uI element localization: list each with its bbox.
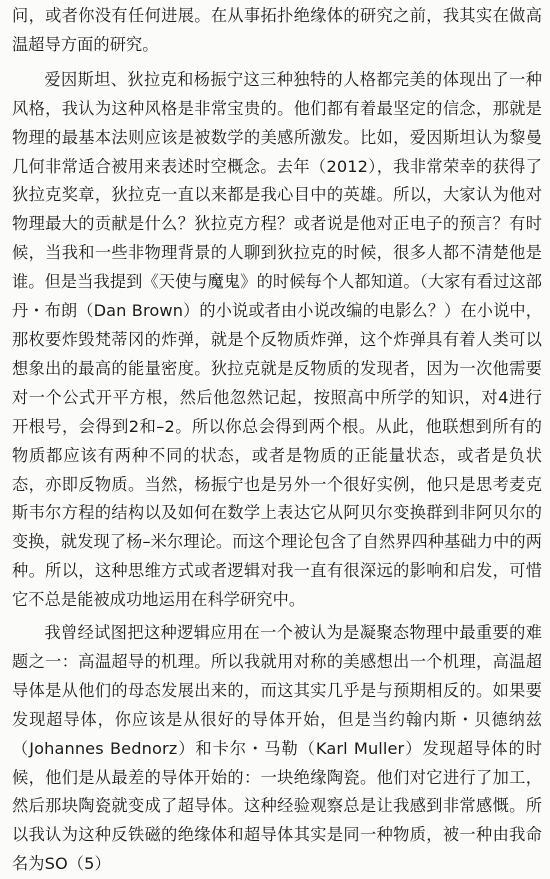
paragraph-superconductivity: 我曾经试图把这种逻辑应用在一个被认为是凝聚态物理中最重要的难题之一：高温超导的机理。所以我就用对称的美感想出一个机理，高温超导体是从他们的母态发展出来的，而这其实几乎是与预期相反的。如果要发现超导体，你应该是从很好的导体开始，但是当约翰内斯・贝德纳兹（Johannes Bednorz）和卡尔・马勒（Karl Muller）发现超导体的时候，他们是从最差的导体开始的：一块绝缘陶瓷。他们对它进行了加工，然后那块陶瓷就变成了超导体。这种经验观察总是让我感到非常感慨。所以我认为这种反铁磁的绝缘体和超导体其实是同一种物质，被一种由我命名为SO（5） [12, 623, 542, 874]
paragraph-physics-style: 爱因斯坦、狄拉克和杨振宁这三种独特的人格都完美的体现出了一种风格，我认为这种风格是非常宝贵的。他们都有着最坚定的信念，那就是物理的最基本法则应该是被数学的美感所激发。比如，爱因斯坦认为黎曼几何非常适合被用来表述时空概念。去年（2012），我非常荣幸的获得了狄拉克奖章，狄拉克一直以来都是我心目中的英雄。所以，大家认为他对物理最大的贡献是什么？狄拉克方程？或者说是他对正电子的预言？有时候，当我和一些非物理背景的人聊到狄拉克的时候，很多人都不清楚他是谁。但是当我提到《天使与魔鬼》的时候每个人都知道。（大家有看过这部丹・布朗（Dan Brown）的小说或者由小说改编的电影么？）在小说中，那枚要炸毁梵蒂冈的炸弹，就是个反物质炸弹，这个炸弹具有着人类可以想象出的最高的能量密度。狄拉克就是反物质的发现者，因为一次他需要对一个公式开平方根，然后他忽然记起，按照高中所学的知识，对4进行开根号，会得到2和–2。所以你总会得到两个根。从此，他联想到所有的物质都应该有两种不同的状态，或者是物质的正能量状态，或者是负状态，亦即反物质。当然，杨振宁也是另外一个很好实例，他只是思考麦克斯韦尔方程的结构以及如何在数学上表达它从阿贝尔变换群到非阿贝尔的变换，就发现了杨–米尔理论。而这个理论包含了自然界四种基础力中的两种。所以，这种思维方式或者逻辑对我一直有很深远的影响和启发，可惜它不总是能被成功地运用在科学研究中。 [12, 69, 542, 610]
document-page [0, 2, 550, 874]
paragraph-continuation: 问，或者你没有任何进展。在从事拓扑绝缘体的研究之前，我其实在做高温超导方面的研究。 [12, 6, 542, 54]
